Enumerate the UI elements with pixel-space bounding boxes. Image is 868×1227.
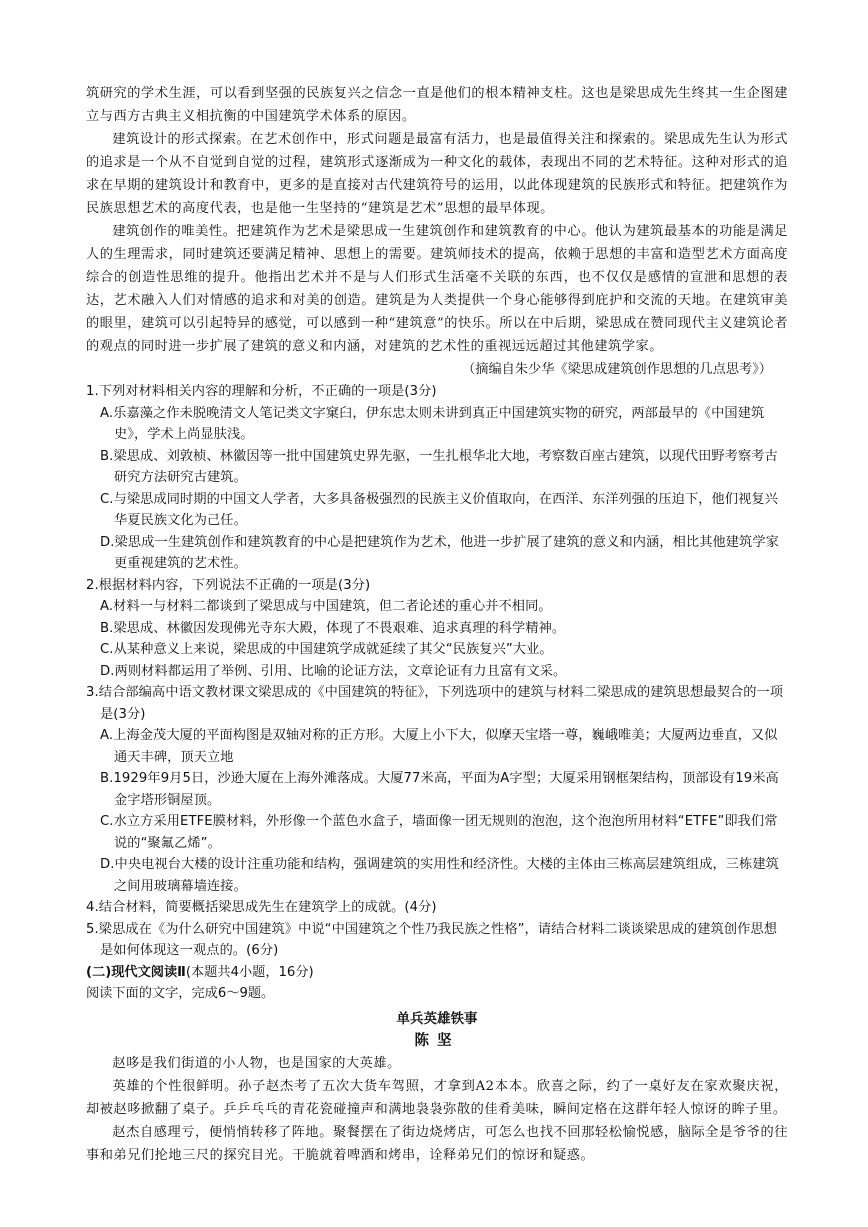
question-stem: 1.下列对材料相关内容的理解和分析，不正确的一项是(3分) <box>86 384 437 399</box>
option-d: D.两则材料都运用了举例、引用、比喻的论证方法，文章论证有力且富有文采。 <box>100 663 567 679</box>
passage-paragraph: 建筑设计的形式探索。在艺术创作中，形式问题是最富有活力，也是最值得关注和探索的。梁思成先生认为形式的追求是一个从不自觉到自觉的过程，建筑形式逐渐成为一种文化的载体，表现出不同的艺术特征。这种对形式的追求在早期的建筑设计和教育中，更多的是直接对古代建筑符号的运用，以此体现建筑的民族形式和特征。把建筑作为民族思想艺术的高度代表，也是他一生坚持的“建筑是艺术”思想的最早体现。 <box>86 132 788 216</box>
option-a: A.上海金茂大厦的平面构图是双轴对称的正方形。大厦上小下大，似摩天宝塔一尊，巍峨唯美；大厦两边垂直，又似通天丰碑，顶天立地 <box>100 728 778 765</box>
section-heading-note: (本题共4小题，16分) <box>185 964 314 980</box>
section-instruction: 阅读下面的文字，完成6～9题。 <box>86 986 275 1001</box>
passage-source: （摘编自朱少华《梁思成建筑创作思想的几点思考》） <box>462 362 772 377</box>
option-c: C.水立方采用ETFE膜材料，外形像一个蓝色水盒子，墙面像一团无规则的泡泡，这个泡泡所用材料“ETFE”即我们常说的“聚氟乙烯”。 <box>100 814 778 851</box>
option-d: D.中央电视台大楼的设计注重功能和结构，强调建筑的实用性和经济性。大楼的主体由三栋高层建筑组成，三栋建筑之间用玻璃幕墙连接。 <box>100 857 779 894</box>
question-list <box>86 381 788 962</box>
option-a: A.乐嘉藻之作未脱晚清文人笔记类文字窠臼，伊东忠太则未讲到真正中国建筑实物的研究，两部最早的《中国建筑史》，学术上尚显肤浅。 <box>100 405 765 442</box>
option-a: A.材料一与材料二都谈到了梁思成与中国建筑，但二者论述的重心并不相同。 <box>100 599 552 614</box>
question-stem: 5.梁思成在《为什么研究中国建筑》中说“中国建筑之个性乃我民族之性格”，请结合材料二谈谈梁思成的建筑创作思想是如何体现这一观点的。(6分) <box>86 921 778 958</box>
story-author: 陈坚 <box>414 1032 460 1049</box>
option-c: C.从某种意义上来说，梁思成的中国建筑学成就延续了其父“民族复兴”大业。 <box>100 642 553 657</box>
question-4 <box>86 897 788 919</box>
question-stem: 4.结合材料，简要概括梁思成先生在建筑学上的成就。(4分) <box>86 900 437 915</box>
question-stem: 2.根据材料内容，下列说法不正确的一项是(3分) <box>86 577 371 593</box>
option-d: D.梁思成一生建筑创作和建筑教育的中心是把建筑作为艺术，他进一步扩展了建筑的意义和内涵，相比其他建筑学家更重视建筑的艺术性。 <box>100 534 779 571</box>
reading-passage <box>86 82 788 358</box>
story-title: 单兵英雄铁事 <box>396 1010 478 1027</box>
question-stem: 3.结合部编高中语文教材课文梁思成的《中国建筑的特征》，下列选项中的建筑与材料二梁思成的建筑思想最契合的一项是(3分) <box>86 685 784 722</box>
option-b: B.1929年9月5日，沙逊大厦在上海外滩落成。大厦77米高，平面为A字型；大厦采用钢框架结构，顶部设有19米高金字塔形铜屋顶。 <box>100 771 779 808</box>
question-3 <box>86 682 788 897</box>
story-paragraph: 赵杰自感理亏，便悄悄转移了阵地。聚餐摆在了街边烧烤店，可怎么也找不回那轻松愉悦感，脑际全是爷爷的往事和弟兄们抡地三尺的探究目光。干脆就着啤酒和烤串，诠释弟兄们的惊讶和疑惑。 <box>86 1124 788 1163</box>
question-5 <box>86 919 788 962</box>
option-b: B.梁思成、林徽因发现佛光寺东大殿，体现了不畏艰难、追求真理的科学精神。 <box>100 620 566 636</box>
question-2 <box>86 575 788 683</box>
question-1 <box>86 381 788 575</box>
story-body <box>86 1052 788 1167</box>
section-heading-label: (二)现代文阅读Ⅱ <box>86 964 186 980</box>
passage-paragraph: 筑研究的学术生涯，可以看到坚强的民族复兴之信念一直是他们的根本精神支柱。这也是梁思成先生终其一生企图建立与西方古典主义相抗衡的中国建筑学术体系的原因。 <box>86 86 788 124</box>
section-heading <box>86 962 788 984</box>
passage-paragraph: 建筑创作的唯美性。把建筑作为艺术是梁思成一生建筑创作和建筑教育的中心。他认为建筑最基本的功能是满足人的生理需求，同时建筑还要满足精神、思想上的需要。建筑师技术的提高，依赖于思想的丰富和造型艺术方面高度综合的创造性思维的提升。他指出艺术并不是与人们形式生活毫不关联的东西，也不仅仅是感情的宣泄和思想的表达，艺术融入人们对情感的追求和对美的创造。建筑是为人类提供一个身心能够得到庇护和交流的天地。在建筑审美的眼里，建筑可以引起特异的感觉，可以感到一种“建筑意”的快乐。所以在中后期，梁思成在赞同现代主义建筑论者的观点的同时进一步扩展了建筑的意义和内涵，对建筑的艺术性的重视远远超过其他建筑学家。 <box>86 224 788 354</box>
option-c: C.与梁思成同时期的中国文人学者，大多具备极强烈的民族主义价值取向，在西洋、东洋列强的压迫下，他们视复兴华夏民族文化为己任。 <box>100 491 778 528</box>
exam-page <box>86 82 788 1167</box>
story-paragraph: 英雄的个性很鲜明。孙子赵杰考了五次大货车驾照，才拿到A2本本。欣喜之际，约了一桌好友在家欢聚庆祝，却被赵哆掀翻了桌子。乒乒乓乓的青花瓷碰撞声和满地袅袅弥散的佳肴美味，瞬间定格在这群年轻人惊讶的眸子里。 <box>86 1078 788 1117</box>
option-b: B.梁思成、刘敦桢、林徽因等一批中国建筑史界先驱，一生扎根华北大地，考察数百座古建筑，以现代田野考察考古研究方法研究古建筑。 <box>100 448 778 485</box>
story-paragraph: 赵哆是我们街道的小人物，也是国家的大英雄。 <box>112 1055 401 1071</box>
